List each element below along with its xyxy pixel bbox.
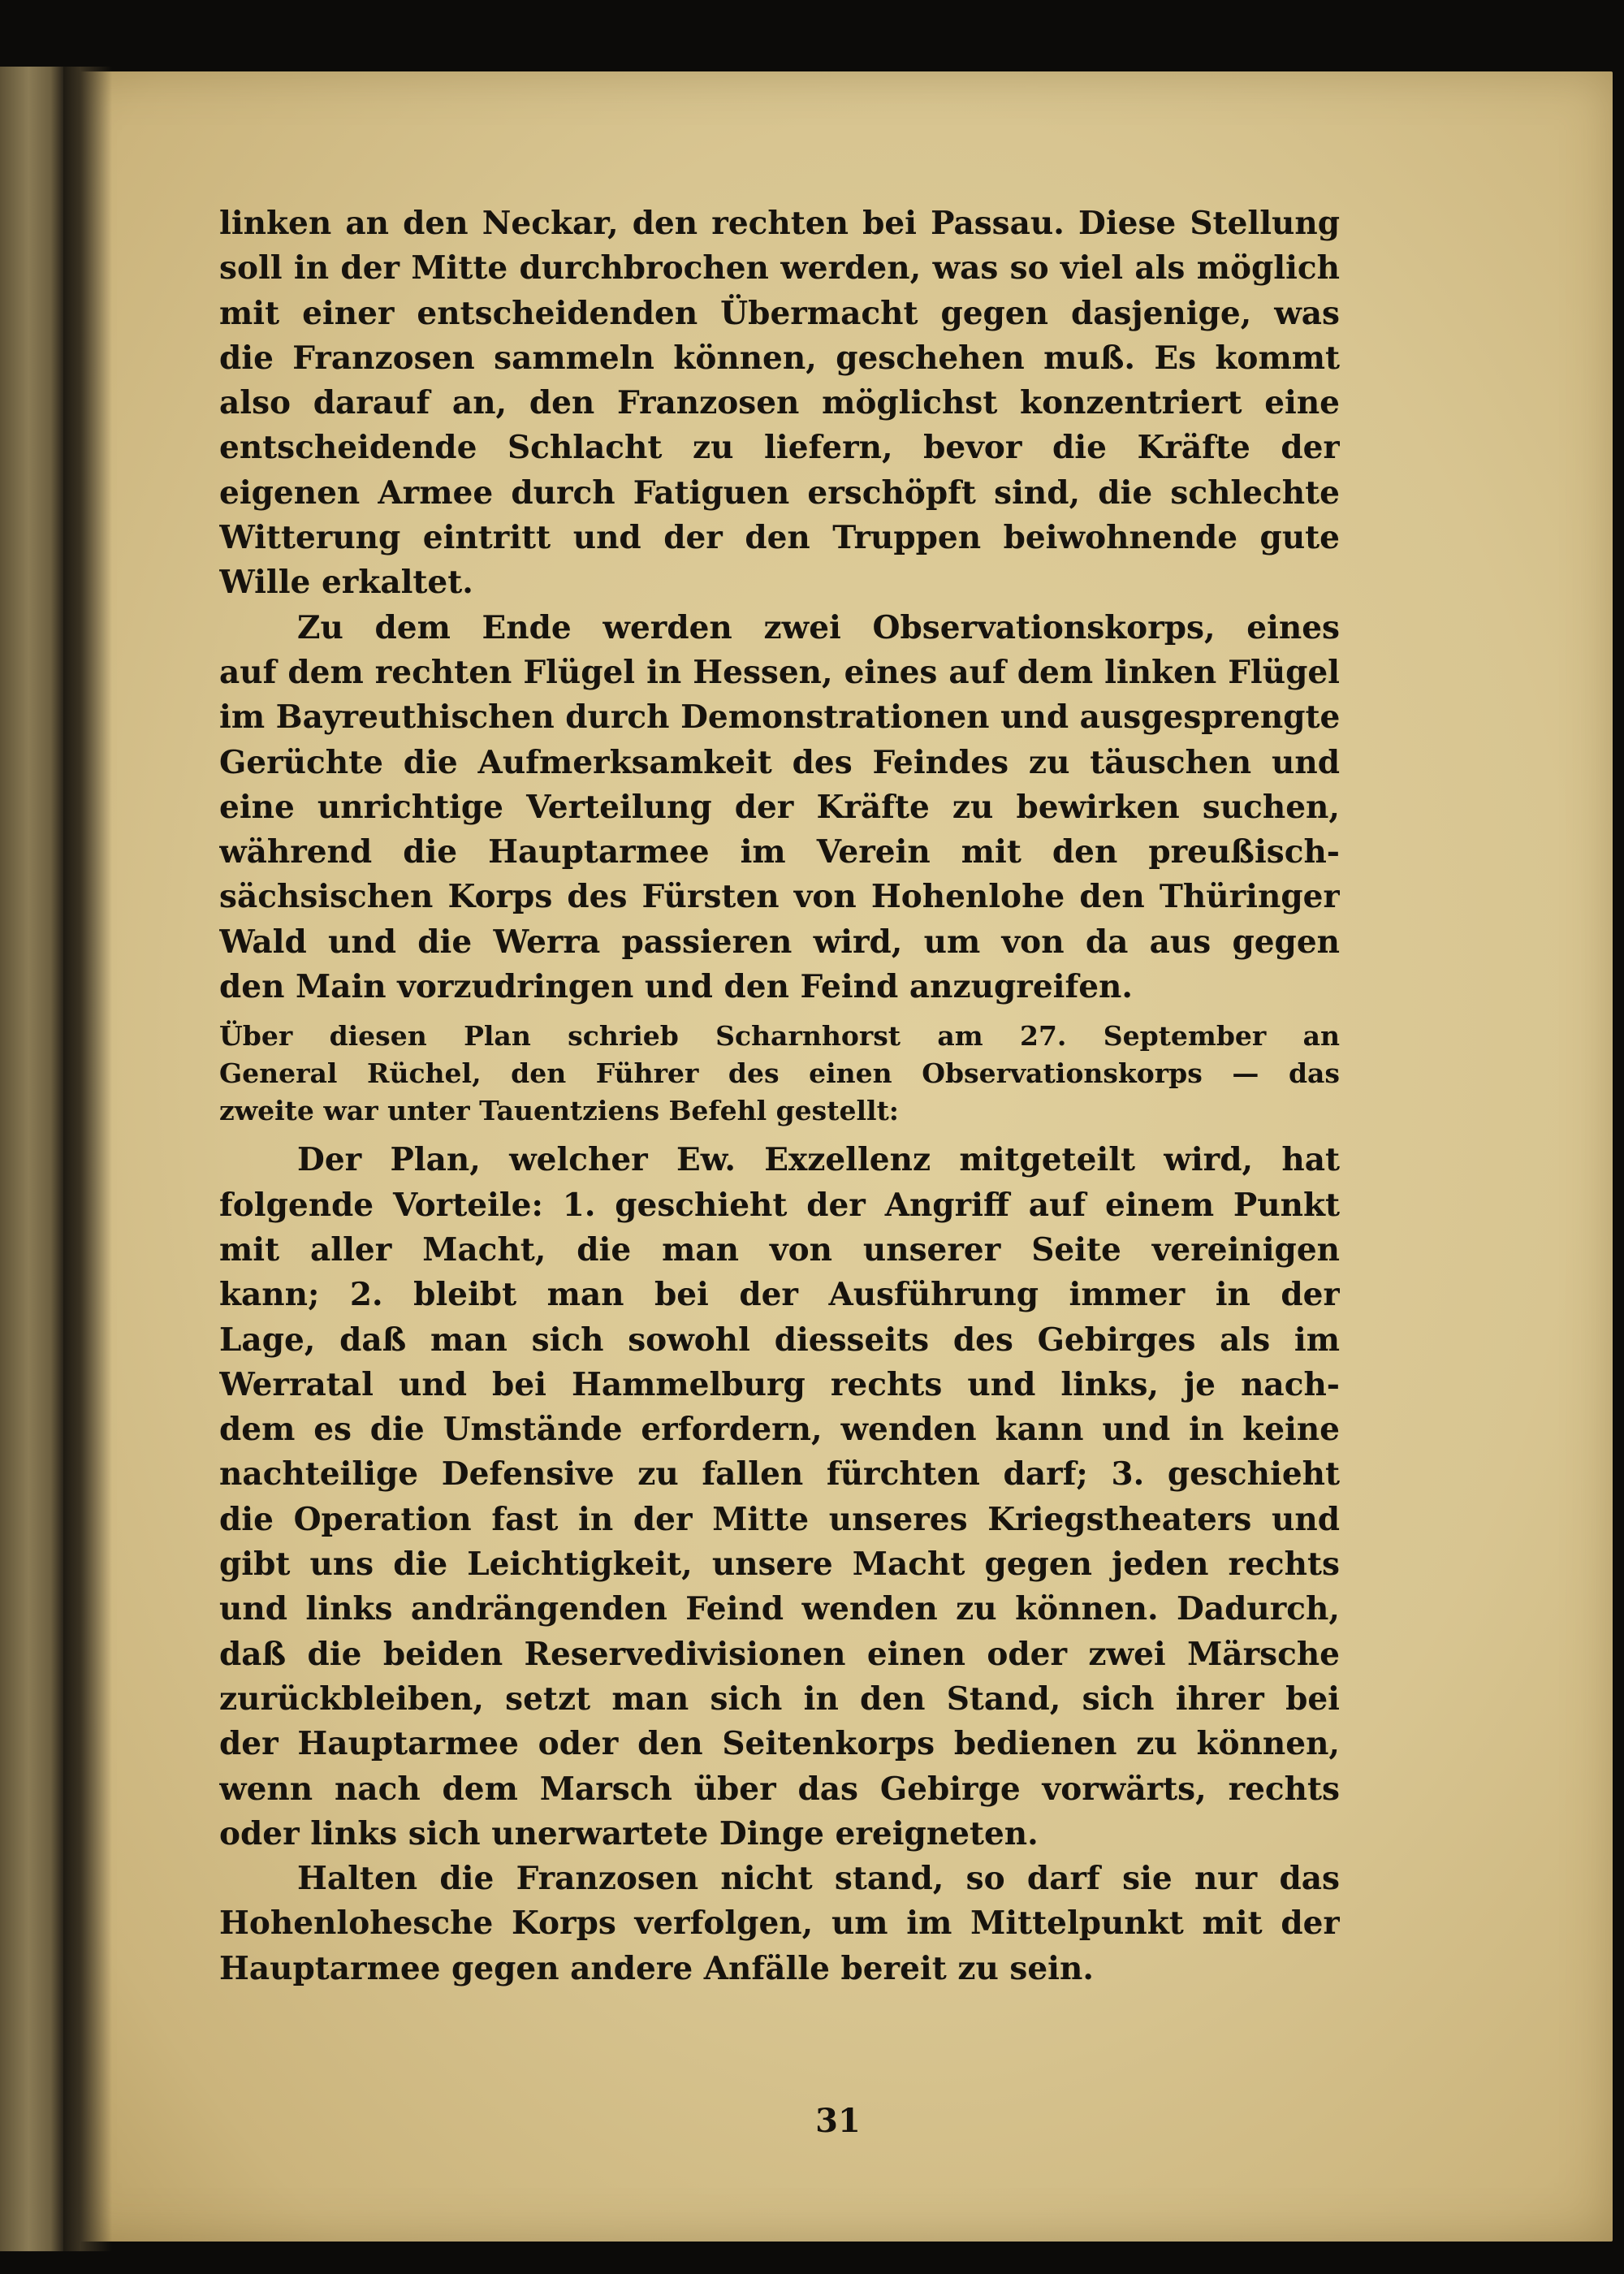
text-line: die Operation fast in der Mitte unseres Kriegstheaters und: [219, 1500, 1340, 1538]
text-line: wenn nach dem Marsch über das Gebirge vorwärts, rechts: [219, 1770, 1340, 1808]
text-line: dem es die Umstände erfordern, wenden kann und in keine: [219, 1411, 1340, 1449]
paragraph-5: [219, 1857, 1340, 1991]
text-line: kann; 2. bleibt man bei der Ausführung immer in der: [219, 1276, 1340, 1314]
text-line: Halten die Franzosen nicht stand, so darf sie nur das: [297, 1860, 1340, 1898]
text-line: General Rüchel, den Führer des einen Observationskorps — das: [219, 1057, 1340, 1090]
page-number: 31: [815, 2102, 861, 2140]
previous-page-edge: [0, 67, 63, 2251]
text-line: Über diesen Plan schrieb Scharnhorst am 27. September an: [219, 1020, 1340, 1053]
text-line: daß die beiden Reservedivisionen einen oder zwei Märsche: [219, 1635, 1340, 1673]
text-line: Gerüchte die Aufmerksamkeit des Feindes zu täuschen und: [219, 743, 1340, 781]
text-line: zurückbleiben, setzt man sich in den Stand, sich ihrer bei: [219, 1680, 1340, 1718]
text-line: folgende Vorteile: 1. geschieht der Angriff auf einem Punkt: [219, 1186, 1340, 1224]
text-line: also darauf an, den Franzosen möglichst konzentriert eine: [219, 384, 1340, 422]
text-line: gibt uns die Leichtigkeit, unsere Macht gegen jeden rechts: [219, 1546, 1340, 1584]
text-line: Zu dem Ende werden zwei Observationskorps, eines: [297, 608, 1340, 646]
text-line: Witterung eintritt und der den Truppen beiwohnende gute: [219, 519, 1340, 557]
paragraph-4: [219, 1138, 1340, 1857]
text-line: Wille erkaltet.: [219, 564, 473, 602]
text-line: die Franzosen sammeln können, geschehen muß. Es kommt: [219, 339, 1340, 377]
text-line: soll in der Mitte durchbrochen werden, was so viel als möglich: [219, 249, 1340, 287]
paragraph-1: [219, 201, 1340, 606]
text-line: eine unrichtige Verteilung der Kräfte zu bewirken suchen,: [219, 788, 1340, 826]
text-line: entscheidende Schlacht zu liefern, bevor die Kräfte der: [219, 429, 1340, 467]
text-line: auf dem rechten Flügel in Hessen, eines auf dem linken Flügel: [219, 653, 1340, 691]
text-line: mit einer entscheidenden Übermacht gegen dasjenige, was: [219, 294, 1340, 332]
paragraph-2: [219, 606, 1340, 1010]
text-line: Hohenlohesche Korps verfolgen, um im Mittelpunkt mit der: [219, 1904, 1340, 1943]
text-line: der Hauptarmee oder den Seitenkorps bedienen zu können,: [219, 1725, 1340, 1763]
text-line: Wald und die Werra passieren wird, um von da aus gegen: [219, 923, 1340, 961]
text-line: linken an den Neckar, den rechten bei Passau. Diese Stellung: [219, 205, 1340, 242]
book-page: [63, 71, 1613, 2242]
text-line: Hauptarmee gegen andere Anfälle bereit zu sein.: [219, 1949, 1094, 1987]
text-line: nachteilige Defensive zu fallen fürchten darf; 3. geschieht: [219, 1455, 1340, 1494]
text-line: und links andrängenden Feind wenden zu können. Dadurch,: [219, 1590, 1340, 1628]
text-line: im Bayreuthischen durch Demonstrationen und ausgesprengte: [219, 698, 1340, 737]
page-text: [219, 201, 1340, 1991]
text-line: eigenen Armee durch Fatiguen erschöpft sind, die schlechte: [219, 473, 1340, 512]
text-line: mit aller Macht, die man von unserer Seite vereinigen: [219, 1230, 1340, 1269]
text-line: Der Plan, welcher Ew. Exzellenz mitgeteilt wird, hat: [297, 1141, 1340, 1179]
paragraph-3-small: [219, 1018, 1340, 1130]
text-line: oder links sich unerwartete Dinge ereigneten.: [219, 1814, 1039, 1852]
text-line: Lage, daß man sich sowohl diesseits des Gebirges als im: [219, 1321, 1340, 1359]
text-line: sächsischen Korps des Fürsten von Hohenlohe den Thüringer: [219, 878, 1340, 916]
text-line: den Main vorzudringen und den Feind anzugreifen.: [219, 968, 1133, 1006]
book-gutter: [63, 67, 112, 2251]
text-line: zweite war unter Tauentziens Befehl gestellt:: [219, 1095, 899, 1127]
text-line: Werratal und bei Hammelburg rechts und links, je nach-: [219, 1365, 1340, 1403]
text-line: während die Hauptarmee im Verein mit den preußisch-: [219, 833, 1340, 871]
